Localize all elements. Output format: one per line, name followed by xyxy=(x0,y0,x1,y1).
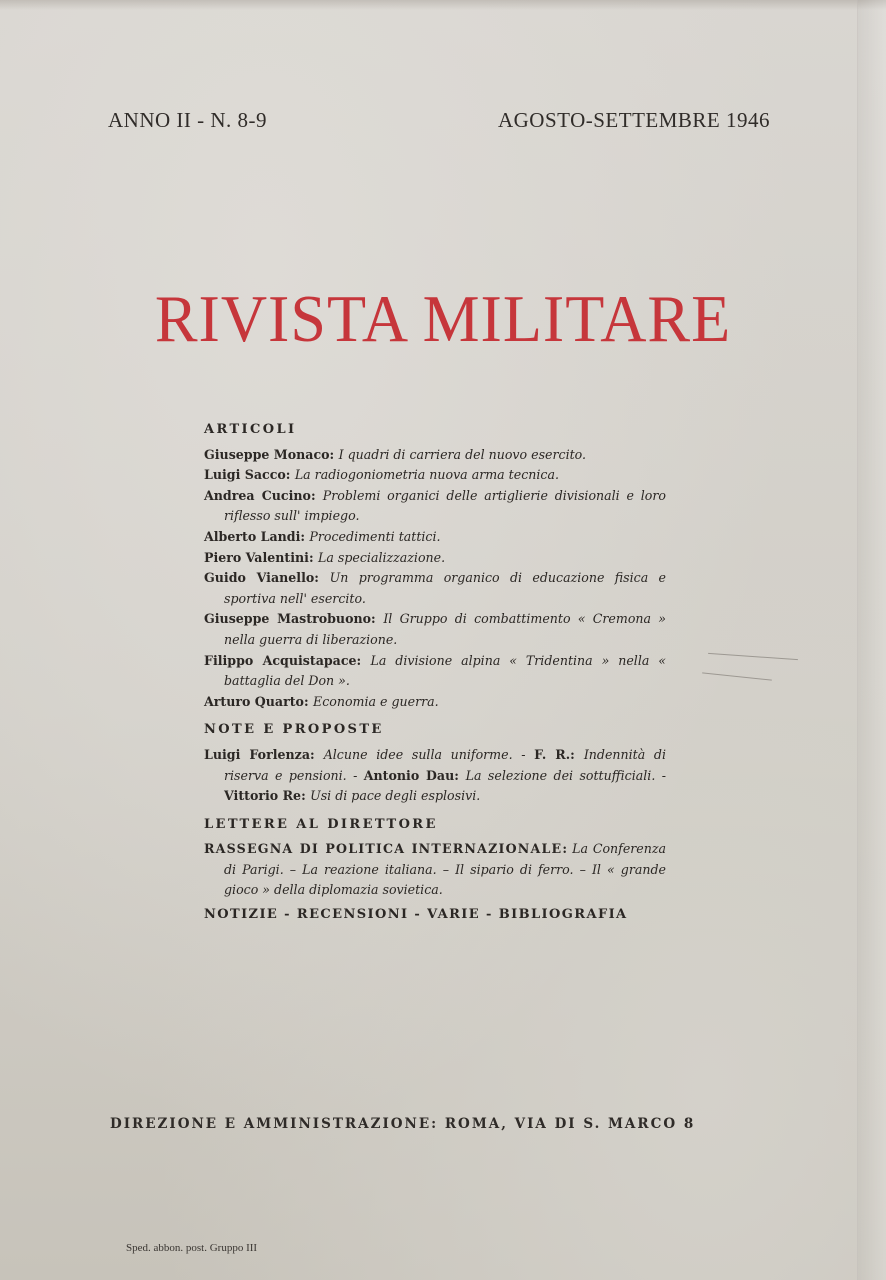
toc-entry: Andrea Cucino: Problemi organici delle artiglierie divisionali e loro riflesso sull' impiego. xyxy=(204,487,666,524)
section-heading-articoli: ARTICOLI xyxy=(204,422,297,437)
entry-author: Vittorio Re xyxy=(224,788,302,804)
entry-author: Alberto Landi xyxy=(204,528,301,544)
rassegna-item: La reazione italiana. xyxy=(302,861,437,877)
entry-author: Piero Valentini xyxy=(204,549,309,565)
entry-author: Luigi Sacco xyxy=(204,467,286,483)
entry-title: Il Gruppo di combattimento « Cremona » nella guerra di liberazione. xyxy=(224,611,666,647)
toc-entry: Giuseppe Mastrobuono: Il Gruppo di combattimento « Cremona » nella guerra di liberazione. xyxy=(204,611,666,647)
entry-author: Giuseppe Mastrobuono xyxy=(204,611,372,627)
entry-author: Antonio Dau xyxy=(363,767,455,783)
toc-entry: Arturo Quarto: Economia e guerra. xyxy=(204,693,439,709)
entry-title: La selezione dei sottufficiali. xyxy=(465,767,656,783)
toc-entry: Guido Vianello: Un programma organico di educazione fisica e sportiva nell' esercito. xyxy=(204,570,666,606)
toc-entry: Piero Valentini: La specializzazione. xyxy=(204,549,446,565)
rassegna-item: Il sipario di ferro. xyxy=(455,861,574,877)
separator: - xyxy=(512,746,535,762)
separator: - xyxy=(346,767,364,783)
section-heading-note: NOTE E PROPOSTE xyxy=(204,722,384,738)
section-heading-lettere: LETTERE AL DIRETTORE xyxy=(204,816,438,832)
entry-title: La radiogoniometria nuova arma tecnica. xyxy=(294,467,559,483)
rassegna-entry: RASSEGNA DI POLITICA INTERNAZIONALE: La Conferenza di Parigi. – La reazione italiana. – Il sipario di ferro. – Il « grande gioco » della diplomazia sovietica. xyxy=(204,841,666,898)
note-entry: Luigi Forlenza: Alcune idee sulla uniforme. - F. R.: Indennità di riserva e pensioni. - Antonio Dau: La selezione dei sottufficiali. - Vittorio Re: Usi di pace degli esplosivi. xyxy=(204,746,666,804)
table-of-contents xyxy=(204,420,666,926)
issue-header xyxy=(108,108,770,133)
right-edge-strip xyxy=(857,0,886,1280)
issue-date: AGOSTO-SETTEMBRE 1946 xyxy=(497,108,770,132)
entry-author: Guido Vianello xyxy=(204,570,315,586)
toc-entry: Giuseppe Monaco: I quadri di carriera del nuovo esercito. xyxy=(204,446,587,462)
entry-title: Economia e guerra. xyxy=(313,693,439,709)
toc-entry: Alberto Landi: Procedimenti tattici. xyxy=(204,528,441,544)
entry-author: Luigi Forlenza xyxy=(204,746,310,762)
rassegna-item: Il « grande gioco » della diplomazia sovietica. xyxy=(224,861,666,898)
rassegna-item: La Conferenza di Parigi. xyxy=(224,841,666,877)
toc-entry: Luigi Sacco: La radiogoniometria nuova arma tecnica. xyxy=(204,467,559,483)
paper-crease xyxy=(700,650,800,680)
issue-number: ANNO II - N. 8-9 xyxy=(108,108,268,132)
magazine-title: RIVISTA MILITARE xyxy=(154,281,732,356)
rassegna-heading: RASSEGNA DI POLITICA INTERNAZIONALE xyxy=(204,841,563,857)
entry-author: Giuseppe Monaco xyxy=(204,446,330,462)
entry-title: Problemi organici delle artiglierie divisionali e loro riflesso sull' impiego. xyxy=(224,487,666,524)
publisher-address: DIREZIONE E AMMINISTRAZIONE: ROMA, VIA DI S. MARCO 8 xyxy=(110,1116,696,1132)
entry-title: Usi di pace degli esplosivi. xyxy=(310,788,481,804)
entry-title: Alcune idee sulla uniforme. xyxy=(323,746,513,762)
postal-note: Sped. abbon. post. Gruppo III xyxy=(126,1242,258,1254)
entry-title: La specializzazione. xyxy=(318,549,446,565)
entry-title: Procedimenti tattici. xyxy=(309,528,441,544)
entry-author: Arturo Quarto xyxy=(204,693,304,709)
toc-entry: Filippo Acquistapace: La divisione alpina « Tridentina » nella « battaglia del Don ». xyxy=(204,652,666,689)
entry-author: F. R. xyxy=(534,746,571,762)
entry-author: Andrea Cucino xyxy=(204,487,311,503)
misc-sections: NOTIZIE - RECENSIONI - VARIE - BIBLIOGRAFIA xyxy=(204,907,628,923)
entry-title: Un programma organico di educazione fisica e sportiva nell' esercito. xyxy=(224,570,666,606)
entry-title: I quadri di carriera del nuovo esercito. xyxy=(338,446,587,462)
entry-author: Filippo Acquistapace xyxy=(204,652,357,668)
entry-title: Indennità di riserva e pensioni. xyxy=(224,746,666,783)
separator: - xyxy=(655,767,666,783)
top-edge-shadow xyxy=(0,0,886,10)
entry-title: La divisione alpina « Tridentina » nella « battaglia del Don ». xyxy=(224,652,666,689)
